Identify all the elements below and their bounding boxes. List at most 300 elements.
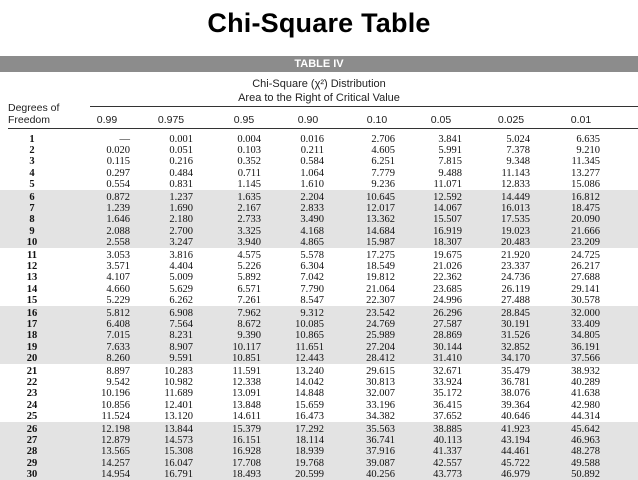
- value-cell: 27.688: [571, 272, 600, 284]
- value-cell: 15.987: [366, 236, 395, 248]
- value-cell: 11.524: [101, 410, 130, 422]
- value-cell: 9.312: [300, 308, 324, 319]
- table-row: [0, 342, 638, 353]
- area-title: Area to the Right of Critical Value: [238, 92, 400, 104]
- df-header-line2: Freedom: [8, 114, 51, 126]
- value-cell: 36.741: [366, 435, 395, 447]
- value-cell: 15.086: [571, 178, 600, 190]
- column-header: 0.99: [96, 114, 118, 126]
- value-cell: 2.833: [300, 203, 324, 215]
- value-cell: 22.362: [433, 272, 462, 284]
- value-cell: 7.815: [438, 156, 462, 168]
- value-cell: 16.151: [232, 435, 261, 447]
- df-cell: 24: [26, 399, 38, 411]
- value-cell: 17.535: [501, 214, 530, 226]
- value-cell: 14.573: [164, 435, 193, 447]
- value-cell: 5.812: [106, 308, 130, 319]
- value-cell: 6.635: [576, 134, 600, 145]
- value-cell: 12.833: [501, 178, 530, 190]
- value-cell: 0.352: [237, 156, 261, 168]
- df-cell: 21: [26, 366, 38, 377]
- value-cell: 8.672: [237, 319, 261, 331]
- value-cell: 41.337: [433, 446, 462, 458]
- value-cell: 8.547: [300, 294, 324, 306]
- value-cell: 13.362: [366, 214, 395, 226]
- value-cell: 0.711: [237, 167, 261, 179]
- value-cell: 19.812: [366, 272, 395, 284]
- value-cell: 12.443: [295, 352, 324, 364]
- value-cell: 19.768: [295, 457, 324, 469]
- value-cell: 14.954: [101, 468, 130, 480]
- value-cell: 14.042: [295, 377, 324, 389]
- value-cell: 13.277: [571, 167, 600, 179]
- value-cell: 9.348: [506, 156, 530, 168]
- row-group: [0, 364, 638, 422]
- value-cell: 32.007: [366, 388, 395, 400]
- df-cell: 7: [29, 203, 35, 215]
- value-cell: 2.558: [106, 236, 130, 248]
- value-cell: 24.769: [366, 319, 395, 331]
- value-cell: 36.415: [433, 399, 462, 411]
- table-row: [0, 353, 638, 364]
- table-row: [0, 134, 638, 145]
- value-cell: 16.473: [295, 410, 324, 422]
- table-row: [0, 366, 638, 377]
- value-cell: 28.869: [433, 330, 462, 342]
- value-cell: 0.872: [106, 192, 130, 203]
- value-cell: 0.051: [169, 145, 193, 157]
- value-cell: 43.773: [433, 468, 462, 480]
- value-cell: 17.275: [366, 250, 395, 261]
- value-cell: 1.635: [237, 192, 261, 203]
- header-rule-bottom: [8, 128, 638, 129]
- value-cell: 41.638: [571, 388, 600, 400]
- value-cell: 9.542: [106, 377, 130, 389]
- value-cell: 15.379: [232, 424, 261, 435]
- df-cell: 20: [26, 352, 38, 364]
- table-row: [0, 435, 638, 446]
- value-cell: 7.261: [237, 294, 261, 306]
- value-cell: 5.991: [438, 145, 462, 157]
- table-row: [0, 469, 638, 480]
- value-cell: 16.919: [433, 225, 462, 237]
- value-cell: 40.646: [501, 410, 530, 422]
- value-cell: 4.107: [106, 272, 130, 284]
- value-cell: 26.296: [433, 308, 462, 319]
- value-cell: 50.892: [571, 468, 600, 480]
- value-cell: 14.449: [501, 192, 530, 203]
- value-cell: 40.256: [366, 468, 395, 480]
- value-cell: 7.790: [300, 283, 324, 295]
- df-cell: 25: [26, 410, 38, 422]
- value-cell: 10.196: [101, 388, 130, 400]
- value-cell: 20.090: [571, 214, 600, 226]
- table-row: [0, 203, 638, 214]
- value-cell: 4.404: [169, 261, 193, 273]
- value-cell: 18.493: [232, 468, 261, 480]
- row-group: [0, 190, 638, 248]
- value-cell: 14.684: [366, 225, 395, 237]
- column-header: 0.05: [430, 114, 452, 126]
- value-cell: 9.488: [438, 167, 462, 179]
- column-header: 0.10: [366, 114, 388, 126]
- df-cell: 13: [26, 272, 38, 284]
- value-cell: 10.645: [366, 192, 395, 203]
- table-row: [0, 308, 638, 319]
- df-cell: 3: [29, 156, 35, 168]
- value-cell: 13.120: [164, 410, 193, 422]
- value-cell: 24.996: [433, 294, 462, 306]
- value-cell: 6.571: [237, 283, 261, 295]
- value-cell: 34.805: [571, 330, 600, 342]
- value-cell: 41.923: [501, 424, 530, 435]
- value-cell: 30.191: [501, 319, 530, 331]
- table-row: [0, 411, 638, 422]
- table-row: [0, 424, 638, 435]
- value-cell: 22.307: [366, 294, 395, 306]
- value-cell: 7.564: [169, 319, 193, 331]
- df-cell: 15: [26, 294, 38, 306]
- df-header: [8, 102, 88, 126]
- value-cell: 4.168: [300, 225, 324, 237]
- value-cell: 45.642: [571, 424, 600, 435]
- value-cell: 38.885: [433, 424, 462, 435]
- df-cell: 29: [26, 457, 38, 469]
- value-cell: 0.016: [300, 134, 324, 145]
- df-cell: 6: [29, 192, 35, 203]
- df-cell: 22: [26, 377, 38, 389]
- value-cell: 44.314: [571, 410, 600, 422]
- value-cell: 3.325: [237, 225, 261, 237]
- df-cell: 10: [26, 236, 38, 248]
- table-row: [0, 156, 638, 167]
- table-label: TABLE IV: [294, 58, 344, 70]
- value-cell: 14.848: [295, 388, 324, 400]
- value-cell: 13.844: [164, 424, 193, 435]
- value-cell: 37.916: [366, 446, 395, 458]
- value-cell: 1.237: [169, 192, 193, 203]
- value-cell: 1.690: [169, 203, 193, 215]
- value-cell: 3.490: [300, 214, 324, 226]
- value-cell: 16.812: [571, 192, 600, 203]
- value-cell: 14.611: [232, 410, 261, 422]
- value-cell: 3.247: [169, 236, 193, 248]
- value-cell: 17.708: [232, 457, 261, 469]
- table-row: [0, 145, 638, 156]
- table-row: [0, 295, 638, 306]
- value-cell: 3.053: [106, 250, 130, 261]
- value-cell: 7.962: [237, 308, 261, 319]
- value-cell: 13.848: [232, 399, 261, 411]
- value-cell: 5.578: [300, 250, 324, 261]
- value-cell: 26.119: [501, 283, 530, 295]
- df-cell: 28: [26, 446, 38, 458]
- table-row: [0, 261, 638, 272]
- df-cell: 26: [26, 424, 38, 435]
- value-cell: 27.587: [433, 319, 462, 331]
- value-cell: 43.194: [501, 435, 530, 447]
- value-cell: 3.571: [106, 261, 130, 273]
- df-cell: 9: [29, 225, 35, 237]
- value-cell: 9.236: [371, 178, 395, 190]
- value-cell: 34.170: [501, 352, 530, 364]
- table-row: [0, 446, 638, 457]
- value-cell: 18.475: [571, 203, 600, 215]
- value-cell: 19.023: [501, 225, 530, 237]
- value-cell: 0.831: [169, 178, 193, 190]
- value-cell: 5.892: [237, 272, 261, 284]
- value-cell: 2.167: [237, 203, 261, 215]
- value-cell: 46.979: [501, 468, 530, 480]
- value-cell: 21.064: [366, 283, 395, 295]
- df-cell: 12: [26, 261, 38, 273]
- value-cell: 14.067: [433, 203, 462, 215]
- df-cell: 8: [29, 214, 35, 226]
- value-cell: 13.565: [101, 446, 130, 458]
- value-cell: 1.145: [237, 178, 261, 190]
- value-cell: 0.484: [169, 167, 193, 179]
- value-cell: 24.725: [571, 250, 600, 261]
- table-row: [0, 458, 638, 469]
- value-cell: 15.507: [433, 214, 462, 226]
- df-cell: 4: [29, 167, 35, 179]
- value-cell: 12.592: [433, 192, 462, 203]
- value-cell: 18.939: [295, 446, 324, 458]
- value-cell: 19.675: [433, 250, 462, 261]
- value-cell: 21.026: [433, 261, 462, 273]
- value-cell: 5.226: [237, 261, 261, 273]
- value-cell: 8.231: [169, 330, 193, 342]
- value-cell: 5.024: [506, 134, 530, 145]
- table-row: [0, 192, 638, 203]
- value-cell: 10.085: [295, 319, 324, 331]
- value-cell: 17.292: [295, 424, 324, 435]
- value-cell: 23.209: [571, 236, 600, 248]
- df-cell: 14: [26, 283, 38, 295]
- value-cell: 1.239: [106, 203, 130, 215]
- value-cell: 35.563: [366, 424, 395, 435]
- value-cell: 11.651: [295, 341, 324, 353]
- row-group: [0, 132, 638, 190]
- value-cell: 42.557: [433, 457, 462, 469]
- value-cell: 8.907: [169, 341, 193, 353]
- row-group: [0, 422, 638, 480]
- value-cell: 35.479: [501, 366, 530, 377]
- distribution-title: Chi-Square (χ²) Distribution: [252, 78, 386, 90]
- value-cell: 10.851: [232, 352, 261, 364]
- value-cell: 30.578: [571, 294, 600, 306]
- column-header: 0.975: [157, 114, 185, 126]
- value-cell: 12.017: [366, 203, 395, 215]
- value-cell: 7.378: [506, 145, 530, 157]
- value-cell: 24.736: [501, 272, 530, 284]
- df-cell: 2: [29, 145, 35, 157]
- value-cell: 39.087: [366, 457, 395, 469]
- value-cell: 4.865: [300, 236, 324, 248]
- value-cell: 0.584: [300, 156, 324, 168]
- value-cell: 37.566: [571, 352, 600, 364]
- table-row: [0, 179, 638, 190]
- value-cell: 2.733: [237, 214, 261, 226]
- row-group: [0, 248, 638, 306]
- value-cell: 34.382: [366, 410, 395, 422]
- value-cell: 49.588: [571, 457, 600, 469]
- value-cell: 28.412: [366, 352, 395, 364]
- value-cell: 31.410: [433, 352, 462, 364]
- value-cell: 10.117: [232, 341, 261, 353]
- value-cell: 29.615: [366, 366, 395, 377]
- value-cell: 37.652: [433, 410, 462, 422]
- value-cell: 11.591: [232, 366, 261, 377]
- value-cell: 32.671: [433, 366, 462, 377]
- value-cell: 31.526: [501, 330, 530, 342]
- value-cell: 48.278: [571, 446, 600, 458]
- df-header-line1: Degrees of: [8, 102, 60, 114]
- value-cell: 23.337: [501, 261, 530, 273]
- value-cell: 4.575: [237, 250, 261, 261]
- table-row: [0, 237, 638, 248]
- value-cell: 36.191: [571, 341, 600, 353]
- value-cell: 12.401: [164, 399, 193, 411]
- value-cell: 0.103: [237, 145, 261, 157]
- value-cell: 39.364: [501, 399, 530, 411]
- table-row: [0, 400, 638, 411]
- value-cell: 10.856: [101, 399, 130, 411]
- value-cell: 11.143: [501, 167, 530, 179]
- value-cell: 20.483: [501, 236, 530, 248]
- value-cell: 1.610: [300, 178, 324, 190]
- value-cell: 46.963: [571, 435, 600, 447]
- column-header: 0.01: [570, 114, 592, 126]
- df-cell: 23: [26, 388, 38, 400]
- value-cell: 4.605: [371, 145, 395, 157]
- value-cell: 0.216: [169, 156, 193, 168]
- value-cell: 13.240: [295, 366, 324, 377]
- value-cell: 8.260: [106, 352, 130, 364]
- value-cell: 2.706: [371, 134, 395, 145]
- column-header: 0.95: [233, 114, 255, 126]
- df-cell: 27: [26, 435, 38, 447]
- value-cell: 27.204: [366, 341, 395, 353]
- table-row: [0, 214, 638, 225]
- value-cell: 33.196: [366, 399, 395, 411]
- table-row: [0, 272, 638, 283]
- table-row: [0, 330, 638, 341]
- value-cell: 5.229: [106, 294, 130, 306]
- slide-title: Chi-Square Table: [207, 8, 431, 38]
- value-cell: 2.204: [300, 192, 324, 203]
- value-cell: 8.897: [106, 366, 130, 377]
- value-cell: 18.307: [433, 236, 462, 248]
- table-row: [0, 284, 638, 295]
- value-cell: 0.001: [169, 134, 193, 145]
- value-cell: 23.685: [433, 283, 462, 295]
- value-cell: 12.198: [101, 424, 130, 435]
- value-cell: 30.813: [366, 377, 395, 389]
- df-cell: 1: [29, 134, 35, 145]
- value-cell: 12.879: [101, 435, 130, 447]
- df-cell: 19: [26, 341, 38, 353]
- value-cell: 1.646: [106, 214, 130, 226]
- table-row: [0, 250, 638, 261]
- table-row: [0, 319, 638, 330]
- value-cell: 3.841: [438, 134, 462, 145]
- value-cell: 7.779: [371, 167, 395, 179]
- df-cell: 17: [26, 319, 38, 331]
- value-cell: 0.554: [106, 178, 130, 190]
- value-cell: 32.852: [501, 341, 530, 353]
- value-cell: 21.920: [501, 250, 530, 261]
- column-header: 0.90: [297, 114, 319, 126]
- value-cell: 1.064: [300, 167, 324, 179]
- value-cell: 0.115: [106, 156, 130, 168]
- value-cell: 5.009: [169, 272, 193, 284]
- value-cell: —: [119, 134, 130, 145]
- table-row: [0, 388, 638, 399]
- value-cell: 3.940: [237, 236, 261, 248]
- value-cell: 6.408: [106, 319, 130, 331]
- value-cell: 2.088: [106, 225, 130, 237]
- value-cell: 33.924: [433, 377, 462, 389]
- value-cell: 29.141: [571, 283, 600, 295]
- value-cell: 2.700: [169, 225, 193, 237]
- value-cell: 6.908: [169, 308, 193, 319]
- value-cell: 38.076: [501, 388, 530, 400]
- value-cell: 35.172: [433, 388, 462, 400]
- value-cell: 7.015: [106, 330, 130, 342]
- value-cell: 7.633: [106, 341, 130, 353]
- value-cell: 11.689: [164, 388, 193, 400]
- value-cell: 44.461: [501, 446, 530, 458]
- table-row: [0, 226, 638, 237]
- value-cell: 14.257: [101, 457, 130, 469]
- value-cell: 0.004: [237, 134, 261, 145]
- value-cell: 7.042: [300, 272, 324, 284]
- df-cell: 18: [26, 330, 38, 342]
- value-cell: 0.211: [300, 145, 324, 157]
- df-cell: 5: [29, 178, 35, 190]
- value-cell: 10.865: [295, 330, 324, 342]
- table-label-bar: [0, 56, 638, 72]
- value-cell: 13.091: [232, 388, 261, 400]
- value-cell: 45.722: [501, 457, 530, 469]
- value-cell: 6.251: [371, 156, 395, 168]
- value-cell: 9.591: [169, 352, 193, 364]
- value-cell: 11.071: [433, 178, 462, 190]
- value-cell: 3.816: [169, 250, 193, 261]
- value-cell: 16.013: [501, 203, 530, 215]
- value-cell: 18.549: [366, 261, 395, 273]
- value-cell: 6.262: [169, 294, 193, 306]
- value-cell: 23.542: [366, 308, 395, 319]
- value-cell: 16.928: [232, 446, 261, 458]
- value-cell: 5.629: [169, 283, 193, 295]
- value-cell: 42.980: [571, 399, 600, 411]
- value-cell: 4.660: [106, 283, 130, 295]
- value-cell: 26.217: [571, 261, 600, 273]
- value-cell: 36.781: [501, 377, 530, 389]
- table-row: [0, 168, 638, 179]
- df-cell: 11: [27, 250, 37, 261]
- value-cell: 32.000: [571, 308, 600, 319]
- value-cell: 0.020: [106, 145, 130, 157]
- value-cell: 27.488: [501, 294, 530, 306]
- value-cell: 11.345: [571, 156, 600, 168]
- value-cell: 25.989: [366, 330, 395, 342]
- value-cell: 30.144: [433, 341, 462, 353]
- value-cell: 40.289: [571, 377, 600, 389]
- header-rule-top: [90, 106, 638, 107]
